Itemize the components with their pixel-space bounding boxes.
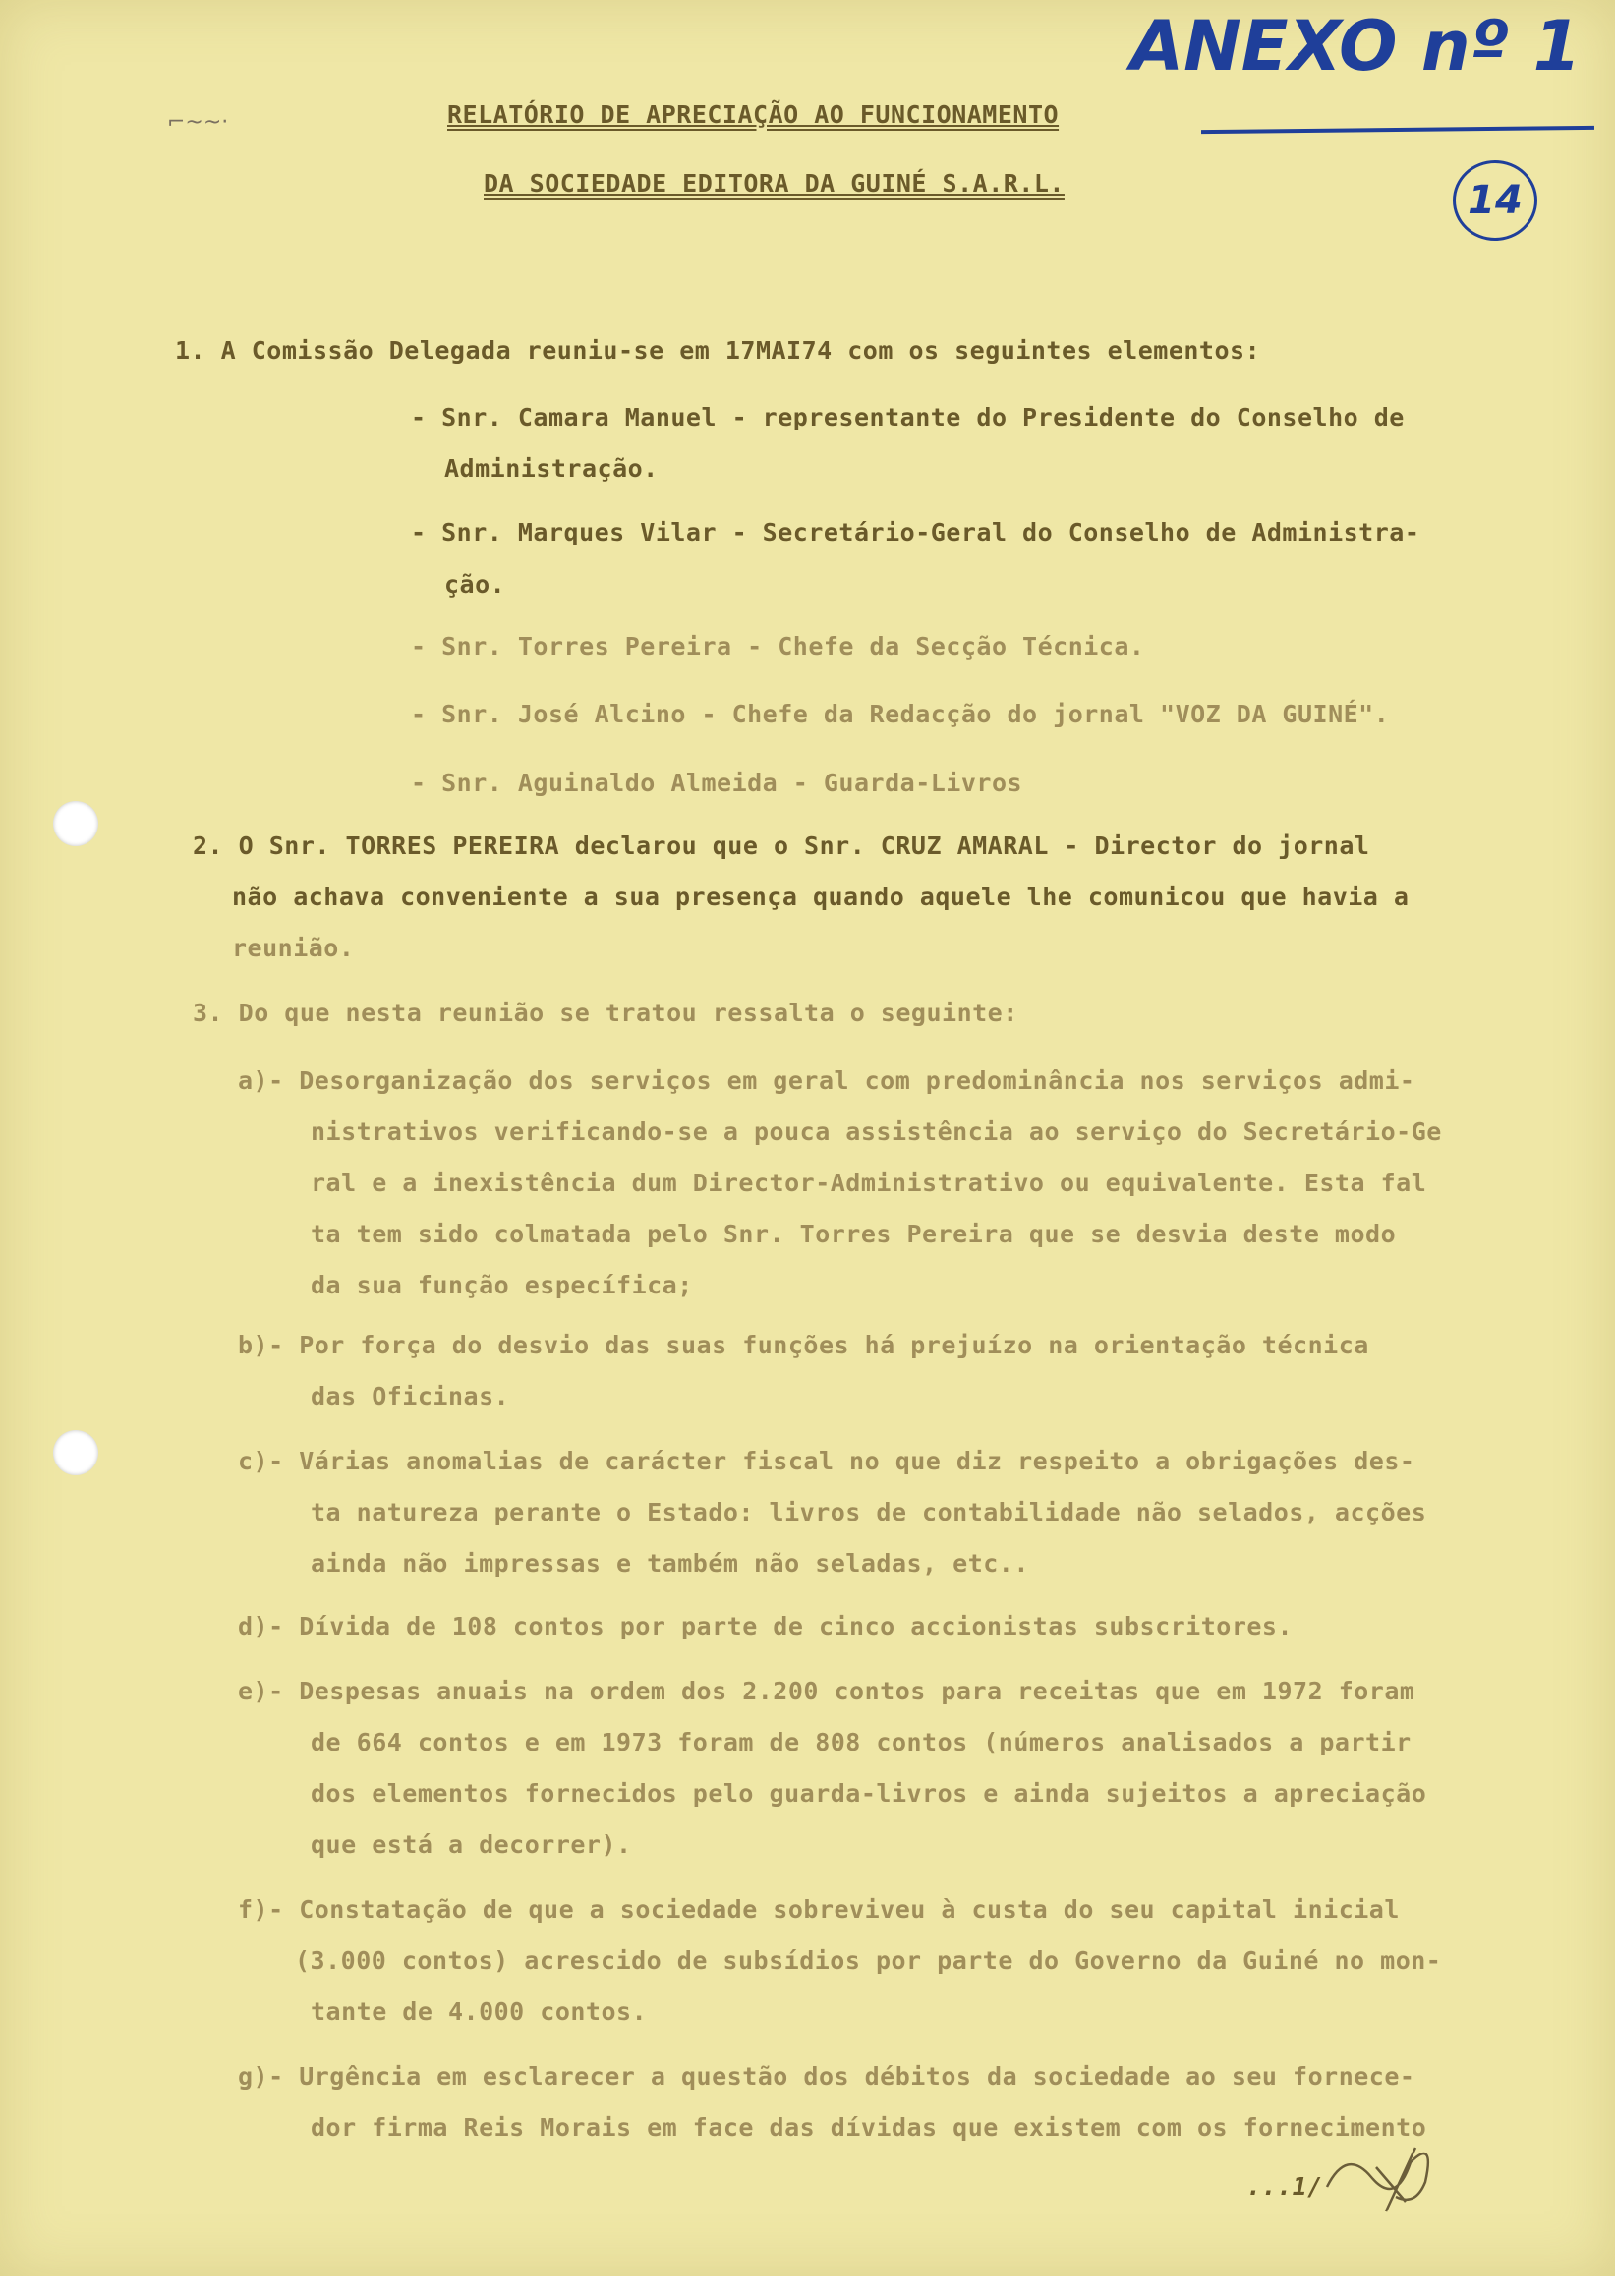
- document-title-line2: DA SOCIEDADE EDITORA DA GUINÉ S.A.R.L.: [484, 169, 1065, 198]
- point-a-line3: ral e a inexistência dum Director-Administrativo ou equivalente. Esta fal: [311, 1169, 1427, 1197]
- point-g-line2: dor firma Reis Morais em face das dívidas que existem com os fornecimento: [311, 2113, 1427, 2142]
- point-c-line3: ainda não impressas e também não seladas, etc..: [311, 1549, 1029, 1578]
- page-number: 14: [1453, 160, 1537, 241]
- member-1-cont: Administração.: [444, 454, 659, 483]
- member-2: - Snr. Marques Vilar - Secretário-Geral do Conselho de Administra-: [411, 518, 1420, 546]
- point-f-line2: (3.000 contos) acrescido de subsídios por parte do Governo da Guiné no mon-: [295, 1946, 1442, 1975]
- handwritten-signature: [1317, 2128, 1455, 2216]
- point-d: d)- Dívida de 108 contos por parte de cinco accionistas subscritores.: [238, 1612, 1294, 1640]
- continuation-mark: ...1/: [1246, 2172, 1323, 2201]
- point-b: b)- Por força do desvio das suas funções há prejuízo na orientação técnica: [238, 1331, 1369, 1359]
- item-2-end: reunião.: [232, 934, 355, 962]
- point-a: a)- Desorganização dos serviços em geral com predominância nos serviços admi-: [238, 1066, 1415, 1095]
- annex-underline: [1201, 126, 1594, 134]
- punch-hole: [53, 1430, 98, 1475]
- point-g: g)- Urgência em esclarecer a questão dos débitos da sociedade ao seu fornece-: [238, 2062, 1415, 2091]
- point-b-cont: das Oficinas.: [311, 1382, 510, 1410]
- point-e-line3: dos elementos fornecidos pelo guarda-livros e ainda sujeitos a apreciação: [311, 1779, 1427, 1808]
- point-f-line3: tante de 4.000 contos.: [311, 1997, 648, 2026]
- point-c-line2: ta natureza perante o Estado: livros de contabilidade não selados, acções: [311, 1498, 1427, 1526]
- member-1: - Snr. Camara Manuel - representante do Presidente do Conselho de: [411, 403, 1405, 431]
- margin-scribble: ⌐~~·: [167, 110, 229, 135]
- point-a-line4: ta tem sido colmatada pelo Snr. Torres Pereira que se desvia deste modo: [311, 1220, 1397, 1248]
- point-e: e)- Despesas anuais na ordem dos 2.200 contos para receitas que em 1972 foram: [238, 1677, 1415, 1705]
- document-title-line1: RELATÓRIO DE APRECIAÇÃO AO FUNCIONAMENTO: [447, 100, 1060, 129]
- item-3: 3. Do que nesta reunião se tratou ressalta o seguinte:: [193, 999, 1018, 1027]
- item-1: 1. A Comissão Delegada reuniu-se em 17MAI74 com os seguintes elementos:: [175, 336, 1261, 365]
- item-2: 2. O Snr. TORRES PEREIRA declarou que o Snr. CRUZ AMARAL - Director do jornal: [193, 832, 1370, 860]
- member-4: - Snr. José Alcino - Chefe da Redacção do jornal "VOZ DA GUINÉ".: [411, 700, 1390, 728]
- member-3: - Snr. Torres Pereira - Chefe da Secção Técnica.: [411, 632, 1145, 660]
- point-a-line2: nistrativos verificando-se a pouca assistência ao serviço do Secretário-Ge: [311, 1118, 1442, 1146]
- point-f: f)- Constatação de que a sociedade sobreviveu à custa do seu capital inicial: [238, 1895, 1400, 1923]
- point-a-line5: da sua função específica;: [311, 1271, 693, 1299]
- point-e-line4: que está a decorrer).: [311, 1830, 632, 1859]
- point-e-line2: de 664 contos e em 1973 foram de 808 contos (números analisados a partir: [311, 1728, 1412, 1756]
- item-2-cont: não achava conveniente a sua presença quando aquele lhe comunicou que havia a: [232, 883, 1410, 911]
- point-c: c)- Várias anomalias de carácter fiscal no que diz respeito a obrigações des-: [238, 1447, 1415, 1475]
- member-2-cont: ção.: [444, 570, 506, 599]
- member-5: - Snr. Aguinaldo Almeida - Guarda-Livros: [411, 769, 1023, 797]
- annex-label: ANEXO nº 1: [1130, 6, 1582, 86]
- punch-hole: [53, 801, 98, 846]
